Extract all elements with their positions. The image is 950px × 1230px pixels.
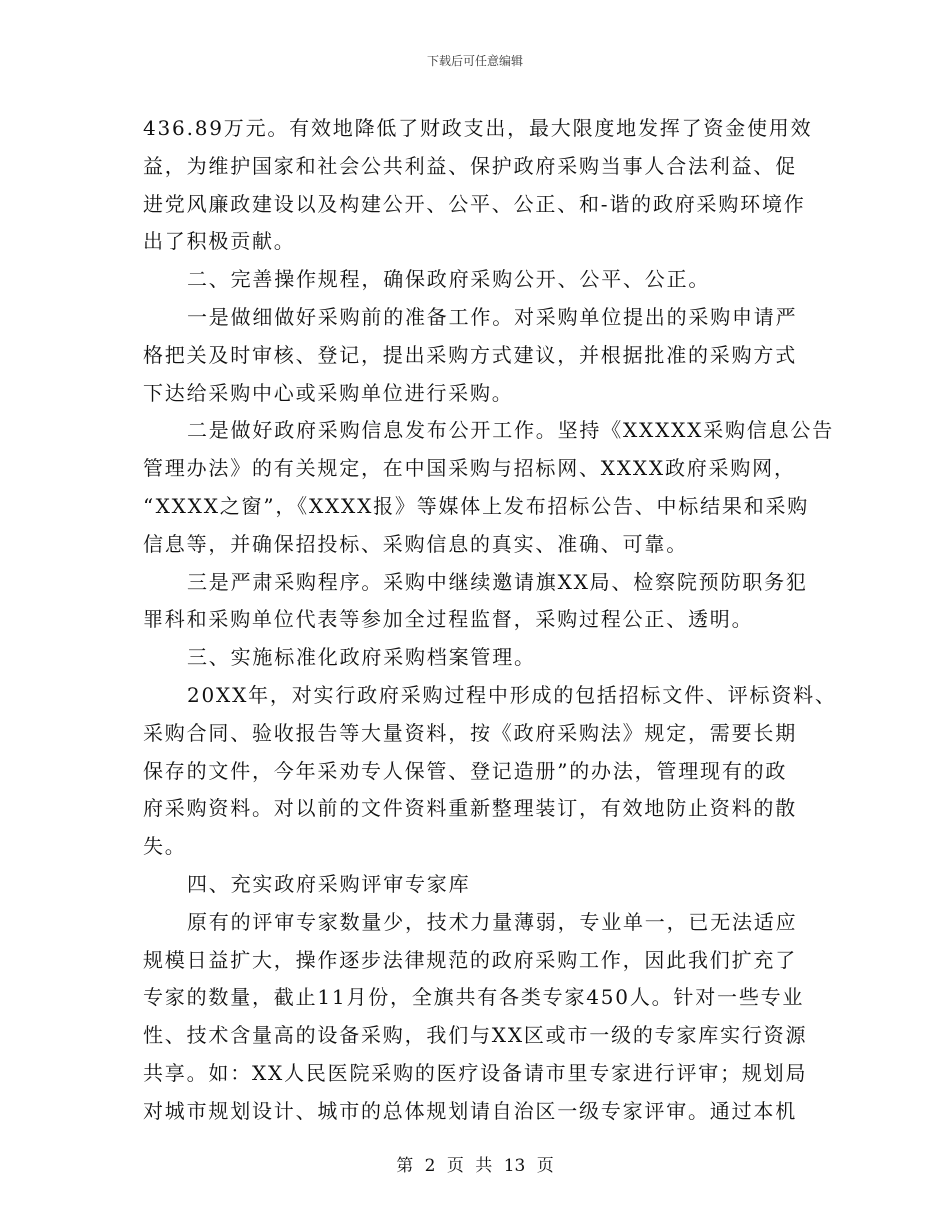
text-line: 出了积极贡献。 bbox=[143, 229, 296, 254]
text-line: 对城市规划设计、城市的总体规划请自治区一级专家评审。通过本机 bbox=[143, 1098, 797, 1123]
text-line: 罪科和采购单位代表等参加全过程监督，采购过程公正、透明。 bbox=[143, 607, 754, 632]
section-heading: 四、充实政府采购评审专家库 bbox=[187, 871, 471, 896]
section-heading: 三、实施标准化政府采购档案管理。 bbox=[187, 645, 536, 670]
text-line: 下达给采购中心或采购单位进行采购。 bbox=[143, 380, 514, 405]
section-heading: 二、完善操作规程，确保政府采购公开、公平、公正。 bbox=[187, 267, 711, 292]
text-line: 436.89万元。有效地降低了财政支出，最大限度地发挥了资金使用效 bbox=[143, 116, 813, 140]
text-line: 进党风廉政建设以及构建公开、公平、公正、和-谐的政府采购环境作 bbox=[143, 191, 806, 216]
text-line: 格把关及时审核、登记，提出采购方式建议，并根据批准的采购方式 bbox=[143, 342, 797, 367]
document-body bbox=[143, 110, 837, 1131]
paragraph-start: 二是做好政府采购信息发布公开工作。坚持《XXXXX采购信息公告 bbox=[187, 418, 834, 443]
text-line: “XXXX之窗”，《XXXX报》等媒体上发布招标公告、中标结果和采购 bbox=[143, 493, 810, 518]
text-line: 府采购资料。对以前的文件资料重新整理装订，有效地防止资料的散 bbox=[143, 796, 797, 821]
text-line: 管理办法》的有关规定，在中国采购与招标网、XXXX政府采购网， bbox=[143, 456, 796, 481]
text-line: 规模日益扩大，操作逐步法律规范的政府采购工作，因此我们扩充了 bbox=[143, 947, 797, 972]
text-line: 保存的文件，今年采劝专人保管、登记造册”的办法，管理现有的政 bbox=[143, 758, 788, 783]
paragraph-start: 一是做细做好采购前的准备工作。对采购单位提出的采购申请严 bbox=[187, 304, 798, 329]
text-line: 共享。如：XX人民医院采购的医疗设备请市里专家进行评审；规划局 bbox=[143, 1060, 808, 1085]
text-line: 失。 bbox=[143, 834, 187, 859]
page-header: 下载后可任意编辑 bbox=[426, 54, 523, 68]
text-line: 信息等，并确保招投标、采购信息的真实、准确、可靠。 bbox=[143, 531, 688, 556]
text-line: 专家的数量，截止11月份，全旗共有各类专家450人。针对一些专业 bbox=[143, 985, 805, 1010]
text-line: 采购合同、验收报告等大量资料，按《政府采购法》规定，需要长期 bbox=[143, 720, 797, 745]
text-line: 益，为维护国家和社会公共利益、保护政府采购当事人合法利益、促 bbox=[143, 153, 797, 178]
paragraph-start: 原有的评审专家数量少，技术力量薄弱，专业单一，已无法适应 bbox=[187, 909, 798, 934]
text-line: 性、技术含量高的设备采购，我们与XX区或市一级的专家库实行资源 bbox=[143, 1023, 808, 1048]
paragraph-start: 三是严肃采购程序。采购中继续邀请旗XX局、检察院预防职务犯 bbox=[187, 569, 808, 594]
paragraph-start: 20XX年，对实行政府采购过程中形成的包括招标文件、评标资料、 bbox=[187, 682, 837, 707]
page-number-footer: 第 2 页 共 13 页 bbox=[396, 1156, 554, 1176]
